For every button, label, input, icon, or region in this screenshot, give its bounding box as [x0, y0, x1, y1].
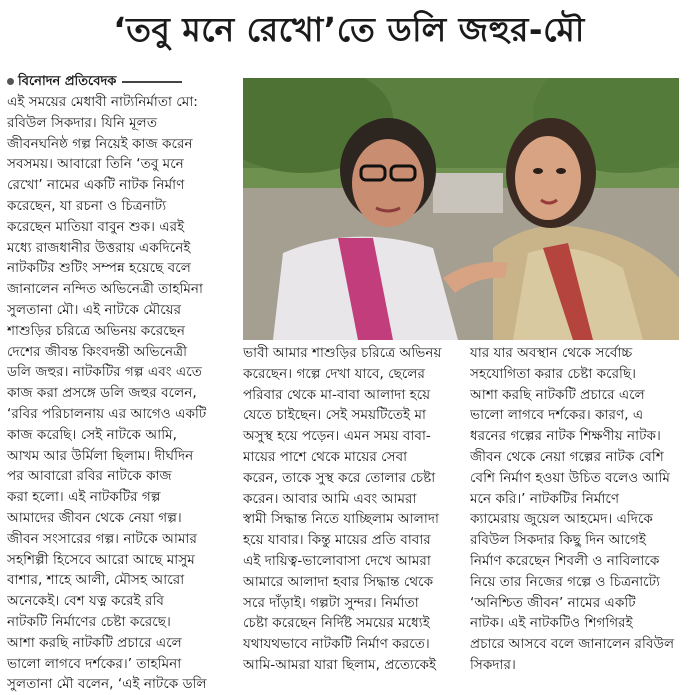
- text-line: যথাযথভাবে নাটকটি নির্মাণ করতে।: [243, 636, 430, 653]
- text-line: নিয়ে তার নিজের গল্পে ও চিত্রনাট্যে: [470, 573, 660, 590]
- text-line: নাটক। এই নাটকটিও শিগগিরই: [470, 615, 633, 632]
- text-line: এই সময়ের মেধাবী নাট্যনির্মাতা মো:: [7, 94, 198, 110]
- text-line: কাজ করা প্রসঙ্গে ডলি জহুর বলেন,: [7, 385, 197, 402]
- text-line: জানালেন নন্দিত অভিনেত্রী তাহমিনা: [7, 281, 203, 298]
- text-line: মনে করি।’ নাটকটির নির্মাণে: [470, 490, 620, 507]
- text-line: শাশুড়ির চরিত্রে অভিনয় করেছেন: [7, 322, 186, 339]
- text-line: ভাবী আমার শাশুড়ির চরিত্রে অভিনয়: [243, 345, 442, 361]
- text-line: ডলি জহুর। নাটকটির গল্প এবং এতে: [7, 364, 202, 381]
- text-line: রবিউল সিকদার কিছু দিন আগেই: [470, 532, 646, 549]
- text-line: মায়ের পাশে থেকে মায়ের সেবা: [243, 448, 408, 465]
- text-line: সুলতানা মৌ বলেন, ‘এই নাটকে ডলি: [7, 676, 207, 693]
- photo-of-two-actresses-icon: [243, 78, 679, 340]
- text-line: রবিউল সিকদার। যিনি মূলত: [7, 114, 158, 131]
- text-line: পরিবার থেকে মা-বাবা আলাদা হয়ে: [243, 386, 431, 403]
- text-line: করেছেন। গল্পে দেখা যাবে, ছেলের: [243, 365, 425, 382]
- text-line: হয়ে যাবার। কিন্তু মায়ের প্রতি বাবার: [243, 532, 431, 549]
- byline-text: বিনোদন প্রতিবেদক: [18, 74, 117, 89]
- text-line: রেখো’ নামের একটি নাটক নির্মাণ: [7, 177, 185, 194]
- text-line: সরে দাঁড়াই। গল্পটা সুন্দর। নির্মাতা: [243, 594, 419, 611]
- text-line: করেছেন মাতিয়া বাবুন শুক। এরই: [7, 218, 185, 235]
- bullet-icon: [7, 78, 14, 85]
- text-line: করা হলো। এই নাটকটির গল্প: [7, 489, 161, 506]
- text-line: আখম আর উর্মিলা ছিলাম। দীর্ঘদিন: [7, 447, 194, 464]
- text-line: চেষ্টা করেছেন নির্দিষ্ট সময়ের মধ্যেই: [243, 615, 430, 632]
- text-line: সহশিল্পী হিসেবে আরো আছে মাসুম: [7, 551, 195, 568]
- byline-rule: [122, 81, 182, 83]
- byline: [7, 72, 182, 93]
- text-line: ‘রবির পরিচালনায় এর আগেও একটি: [7, 405, 207, 422]
- article-column-1: [7, 92, 235, 695]
- text-line: স্বামী সিদ্ধান্ত নিতে যাচ্ছিলাম আলাদা: [243, 511, 439, 528]
- headline: ‘তবু মনে রেখো’তে ডলি জহুর-মৌ: [113, 10, 585, 49]
- text-line: জীবন সংসারের গল্প। নাটকে আমার: [7, 530, 197, 547]
- text-line: যার যার অবস্থান থেকে সর্বোচ্চ: [470, 345, 633, 361]
- text-line: আমি-আমরা যারা ছিলাম, প্রত্যেকেই: [243, 656, 437, 673]
- text-line: আশা করছি নাটকটি প্রচারে এলে: [7, 634, 182, 651]
- text-line: নাটকটি নির্মাণের চেষ্টা করেছে।: [7, 613, 171, 630]
- text-line: বাশার, শাহে আলী, মৌসহ আরো: [7, 572, 185, 589]
- text-line: নাটকটির শুটিং সম্পন্ন হয়েছে বলে: [7, 260, 191, 277]
- text-line: কাজ করেছি। সেই নাটকে আমি,: [7, 426, 177, 443]
- text-line: জীবনঘনিষ্ঠ গল্প নিয়েই কাজ করেন: [7, 135, 193, 152]
- text-line: অসুস্থ হয়ে পড়েন। এমন সময় বাবা-: [243, 428, 431, 445]
- text-line: প্রচারে আসবে বলে জানালেন রবিউল: [470, 636, 675, 653]
- text-line: এই দায়িত্ব-ভালোবাসা দেখে আমরা: [243, 552, 431, 569]
- text-line: ক্যামেরায় জুয়েল আহমেদ। এদিকে: [470, 511, 653, 528]
- text-line: করেন। আবার আমি এবং আমরা: [243, 490, 417, 507]
- article-column-3: [470, 343, 692, 676]
- text-line: সবসময়। আবারো তিনি ‘তবু মনে: [7, 156, 184, 173]
- article-photo: [243, 78, 679, 340]
- text-line: সিকদার।: [470, 656, 516, 673]
- text-line: পর আবারো রবির নাটকে কাজ: [7, 468, 172, 485]
- text-line: করেছেন, যা রচনা ও চিত্রনাট্য: [7, 197, 167, 214]
- text-line: জীবন থেকে নেয়া গল্পের নাটক বেশি: [470, 448, 664, 465]
- text-line: সহযোগিতা করার চেষ্টা করেছি।: [470, 365, 637, 382]
- text-line: নির্মাণ করেছেন শিবলী ও নাবিলাকে: [470, 552, 660, 569]
- text-line: ‘অনিশ্চিত জীবন’ নামের একটি: [470, 594, 636, 611]
- text-line: ধরনের গল্পের নাটক শিক্ষণীয় নাটক।: [470, 428, 661, 445]
- text-line: বেশি নির্মাণ হওয়া উচিত বলেও আমি: [470, 469, 670, 486]
- text-line: যেতে চাইছেন। সেই সময়টিতেই মা: [243, 407, 426, 424]
- text-line: ভালো লাগবে দর্শকের।’ তাহমিনা: [7, 655, 182, 672]
- text-line: আমারে আলাদা হবার সিদ্ধান্ত থেকে: [243, 573, 434, 590]
- text-line: অনেকেই। বেশ যত্ন করেই রবি: [7, 593, 164, 610]
- article-column-2: [243, 343, 461, 676]
- text-line: করেন, তাকে সুস্থ করে তোলার চেষ্টা: [243, 469, 436, 486]
- text-line: মধ্যে রাজধানীর উত্তরায় একদিনেই: [7, 239, 191, 256]
- text-line: আমাদের জীবন থেকে নেয়া গল্প।: [7, 509, 182, 526]
- text-line: দেশের জীবন্ত কিংবদন্তী অভিনেত্রী: [7, 343, 188, 360]
- text-line: আশা করছি নাটকটি প্রচারে এলে: [470, 386, 645, 403]
- text-line: ভালো লাগবে দর্শকের। কারণ, এ: [470, 407, 644, 424]
- text-line: সুলতানা মৌ। এই নাটকে মৌয়ের: [7, 301, 182, 318]
